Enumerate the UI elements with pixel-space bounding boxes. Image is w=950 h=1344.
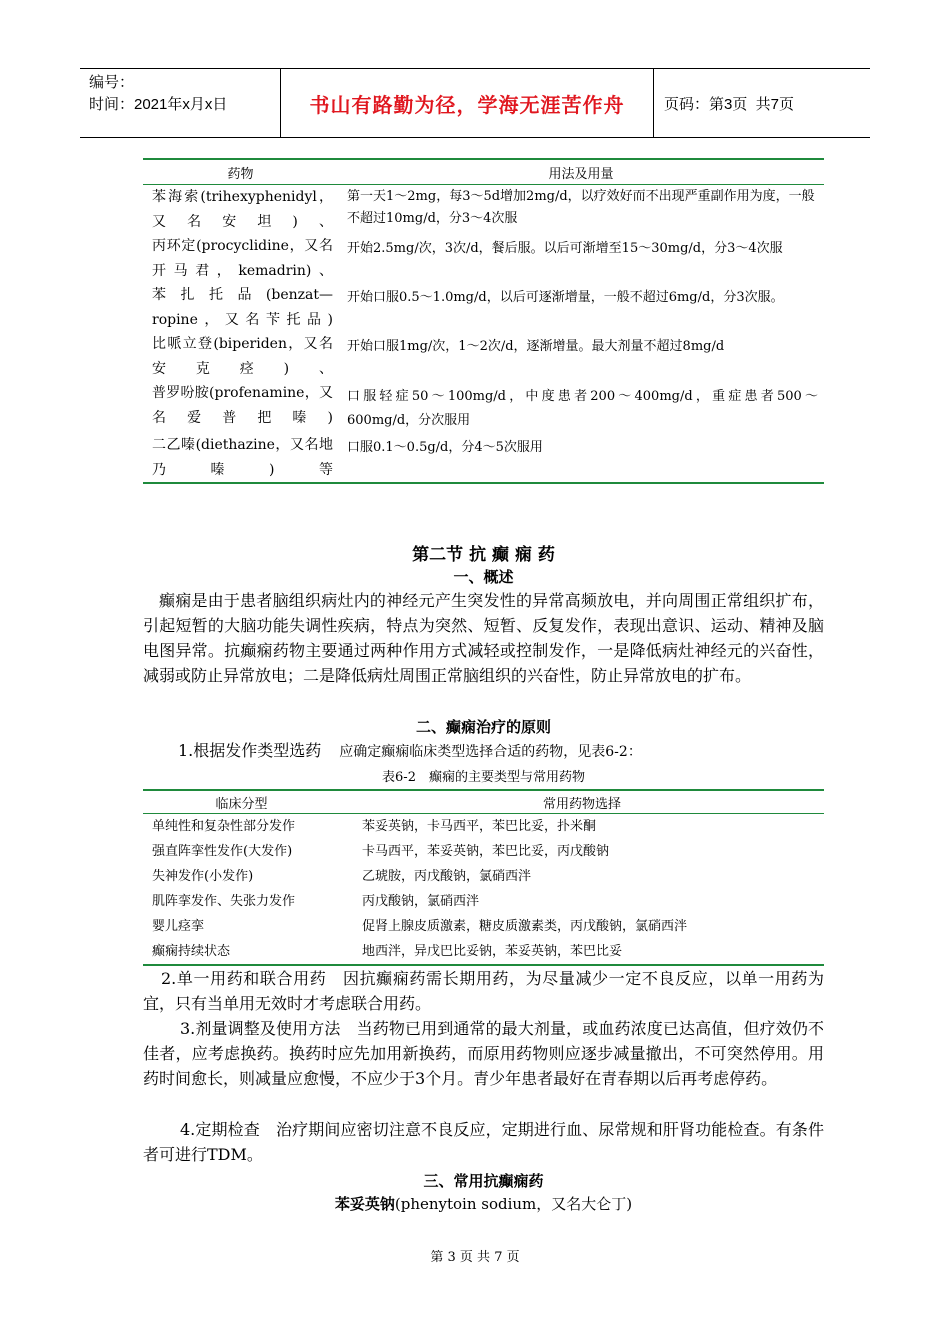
table-row [143,433,824,483]
table-caption: 表6-2 癫痫的主要类型与常用药物 [382,770,585,785]
usage-cell: 开始口服1mg/次，1～2次/d，逐渐增量。最大剂量不超过8mg/d [347,339,725,354]
overview-paragraph [143,588,824,688]
doc-time-label: 时间：2021年x月x日 [89,96,228,113]
table-row [143,864,824,889]
principle-4 [143,1117,824,1167]
type-cell: 肌阵挛发作、失张力发作 [152,894,296,909]
usage-cell: 开始2.5mg/次，3次/d，餐后服。以后可渐增至15～30mg/d，分3～4次服 [347,241,783,256]
heading-principles: 二、癫痫治疗的原则 [415,718,551,736]
principle-1-text: 应确定癫痫临床类型选择合适的药物，见表6-2： [339,744,642,760]
drug-cell: 苯扎托品(benzat—ropine，又名苄托品) [152,287,333,328]
drug-cell: 苯海索(trihexyphenidyl，又名安坦)、 [152,189,333,230]
col-header-drug: 药物 [227,166,254,182]
type-cell: 强直阵挛性发作(大发作) [152,844,293,859]
drugs-cell: 地西泮，异戊巴比妥钠，苯妥英钠，苯巴比妥 [362,944,623,959]
usage-cell: 第一天1～2mg，每3～5d增加2mg/d，以疗效好而不出现严重副作用为度，一般不超过10mg/d，分3～4次服 [347,189,815,226]
principle-4-text: 4.定期检查 治疗期间应密切注意不良反应，定期进行血、尿常规和肝肾功能检查。有条件者可进行TDM。 [143,1120,824,1164]
drug-alias: (phenytoin sodium，又名大仑丁) [394,1195,633,1213]
type-cell: 单纯性和复杂性部分发作 [152,819,296,834]
drugs-cell: 苯妥英钠，卡马西平，苯巴比妥，扑米酮 [362,819,597,834]
header-meta [80,69,281,137]
usage-cell: 口服轻症50～100mg/d，中度患者200～400mg/d，重症患者500～600mg/d，分次服用 [347,389,818,428]
principle-2 [143,966,824,1016]
table-row [143,839,824,864]
anticholinergic-dosage-table [143,158,824,484]
heading-overview: 一、概述 [453,568,514,586]
col-header-usage: 用法及用量 [548,166,614,182]
drug-name: 苯妥英钠 [334,1195,395,1213]
principle-1 [143,738,824,765]
heading-common-drugs: 三、常用抗癫痫药 [423,1172,544,1190]
overview-text: 癫痫是由于患者脑组织病灶内的神经元产生突发性的异常高频放电，并向周围正常组织扩布，引起短暂的大脑功能失调性疾病，特点为突然、短暂、反复发作，表现出意识、运动、精神及脑电图异常。抗癫痫药物主要通过两种作用方式减轻或控制发作，一是降低病灶神经元的兴奋性，减弱或防止异常放电；二是降低病灶周围正常脑组织的兴奋性，防止异常放电的扩布。 [143,591,824,685]
type-cell: 癫痫持续状态 [152,944,231,959]
doc-id-label: 编号： [89,74,135,91]
col-header-drugs: 常用药物选择 [542,796,621,812]
header-motto: 书山有路勤为径，学海无涯苦作舟 [281,69,654,137]
drugs-cell: 丙戊酸钠，氯硝西泮 [362,894,480,909]
type-cell: 失神发作(小发作) [152,869,254,884]
usage-cell: 开始口服0.5～1.0mg/d，以后可逐渐增量，一般不超过6mg/d，分3次服。 [347,290,784,305]
table-row [143,185,824,235]
header-page-label: 页码：第3页 共7页 [664,95,795,113]
page-header [80,68,870,138]
principle-3-text: 3.剂量调整及使用方法 当药物已用到通常的最大剂量，或血药浓度已达高值，但疗效仍不佳者，应考虑换药。换药时应先加用新换药，而原用药物则应逐步减量撤出，不可突然停用。用药时间愈长，则减量应愈慢，不应少于3个月。青少年患者最好在青春期以后再考虑停药。 [143,1019,824,1088]
drug-cell: 二乙嗪(diethazine，又名地乃嗪)等 [152,437,333,478]
drugs-cell: 乙琥胺，丙戊酸钠，氯硝西泮 [362,869,532,884]
page-footer: 第 3 页 共 7 页 [430,1250,520,1265]
drugs-cell: 卡马西平，苯妥英钠，苯巴比妥，丙戊酸钠 [362,844,610,859]
usage-cell: 口服0.1～0.5g/d，分4～5次服用 [347,440,543,455]
drug-cell: 普罗吩胺(profenamine，又名爱普把嗪) [152,385,333,426]
table-header-row [143,159,824,185]
table-row [143,814,824,840]
table-row [143,234,824,283]
epilepsy-types-table [143,789,824,966]
table-row [143,914,824,939]
table-row [143,332,824,381]
principle-3 [143,1016,824,1091]
principle-2-text: 2.单一用药和联合用药 因抗癫痫药需长期用药，为尽量减少一定不良反应，以单一用药为宜，只有当单用无效时才考虑联合用药。 [143,969,824,1013]
col-header-type: 临床分型 [215,796,268,812]
principle-1-lead: 1.根据发作类型选药 [178,741,322,760]
table-row [143,381,824,433]
drug-cell: 丙环定(procyclidine，又名开马君，kemadrin)、 [152,238,333,279]
drug-heading [143,1193,824,1214]
drug-cell: 比哌立登(biperiden，又名安克痉)、 [152,336,333,377]
drugs-cell: 促肾上腺皮质激素，糖皮质激素类，丙戊酸钠，氯硝西泮 [362,919,688,934]
table-row [143,939,824,965]
section-title: 第二节 抗 癫 痫 药 [412,545,555,565]
table-header-row [143,790,824,814]
table-row [143,889,824,914]
type-cell: 婴儿痉挛 [152,919,205,934]
table-row [143,283,824,332]
